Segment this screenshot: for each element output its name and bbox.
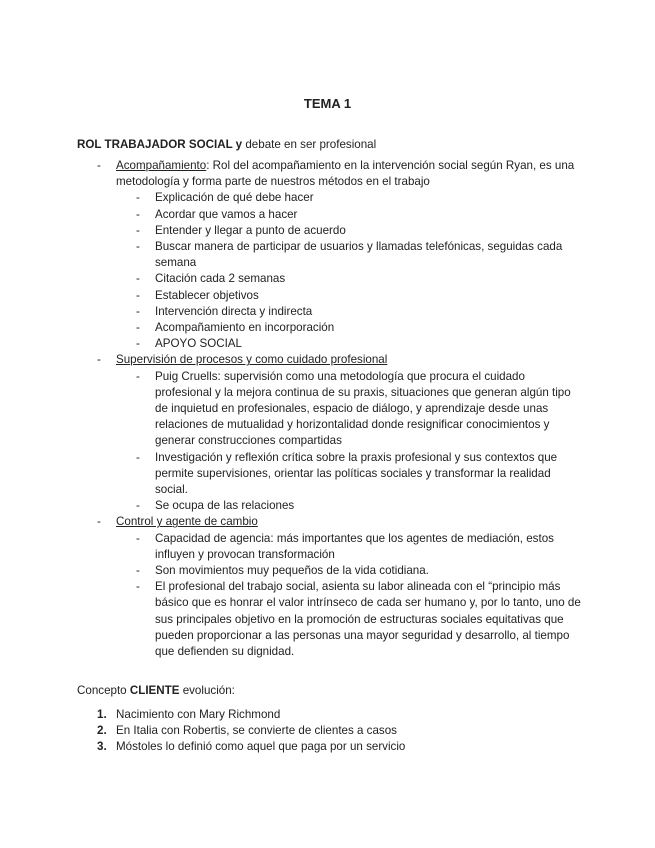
item-number: 2. xyxy=(97,724,107,738)
heading-rest: debate en ser profesional xyxy=(242,138,377,151)
list-item-control xyxy=(77,514,582,660)
concept-pre: Concepto xyxy=(77,684,130,697)
list-item: - Acordar que vamos a hacer xyxy=(116,207,582,223)
list-item: - Establecer objetivos xyxy=(116,288,582,304)
item-text: En Italia con Robertis, se convierte de clientes a casos xyxy=(116,724,397,738)
list-item: - Se ocupa de las relaciones xyxy=(116,498,582,514)
item-label: Supervisión de procesos y como cuidado profesional xyxy=(116,353,388,367)
sublist xyxy=(77,369,582,515)
list-item-supervision xyxy=(77,352,582,514)
document-title: TEMA 1 xyxy=(303,96,352,111)
list-item: - Buscar manera de participar de usuarios y llamadas telefónicas, seguidas cada semana xyxy=(116,239,582,271)
list-item: - Capacidad de agencia: más importantes que los agentes de mediación, estos influyen y provocan transformación xyxy=(116,531,582,563)
section-heading xyxy=(77,137,376,153)
item-number: 1. xyxy=(97,708,107,721)
item-text: Nacimiento con Mary Richmond xyxy=(116,708,281,721)
numbered-item xyxy=(77,739,582,755)
concept-post: evolución: xyxy=(179,684,235,697)
item-label: Control y agente de cambio xyxy=(116,515,258,529)
heading-bold: ROL TRABAJADOR SOCIAL y xyxy=(77,138,243,151)
list-item: - Explicación de qué debe hacer xyxy=(116,190,582,206)
item-label: Acompañamiento xyxy=(116,159,207,172)
role-list xyxy=(77,158,582,660)
numbered-item xyxy=(77,707,582,723)
list-item: - Son movimientos muy pequeños de la vida cotidiana. xyxy=(116,563,582,579)
list-item: - Entender y llegar a punto de acuerdo xyxy=(116,223,582,239)
list-item: - Puig Cruells: supervisión como una metodología que procura el cuidado profesional y la mejora continua de su praxis, situaciones que generan algún tipo de inquietud en profesionales, espacio de diálogo, y aprendizaje desde unas relaciones de mutualidad y horizontalidad donde resignificar conocimientos y generar construcciones compartidas xyxy=(116,369,582,450)
list-item: - Citación cada 2 semanas xyxy=(116,271,582,287)
sublist xyxy=(77,190,582,352)
numbered-item xyxy=(77,723,582,739)
list-item: - Intervención directa y indirecta xyxy=(116,304,582,320)
list-item: - El profesional del trabajo social, asienta su labor alineada con el “principio más básico que es honrar el valor intrínseco de cada ser humano y, por lo tanto, uno de sus principales objetivo en la promoción de estructuras sociales equitativas que pueden proporcionar a las personas una mayor seguridad y desarrollo, al tiempo que defienden su dignidad. xyxy=(116,579,582,660)
list-item: - Acompañamiento en incorporación xyxy=(116,320,582,336)
item-text: Móstoles lo definió como aquel que paga por un servicio xyxy=(116,740,406,754)
item-number: 3. xyxy=(97,740,107,754)
concept-heading xyxy=(77,683,235,699)
item-text: : Rol del acompañamiento en la intervención social según Ryan, es una metodología y forma parte de nuestros métodos en el trabajo xyxy=(116,159,575,189)
list-item-acompanamiento xyxy=(77,158,582,352)
numbered-list xyxy=(77,707,582,756)
list-item: - APOYO SOCIAL xyxy=(116,336,582,352)
sublist xyxy=(77,531,582,661)
concept-bold: CLIENTE xyxy=(129,684,180,697)
list-item: - Investigación y reflexión crítica sobre la praxis profesional y sus contextos que permite supervisiones, orientar las políticas sociales y transformar la realidad social. xyxy=(116,450,582,499)
